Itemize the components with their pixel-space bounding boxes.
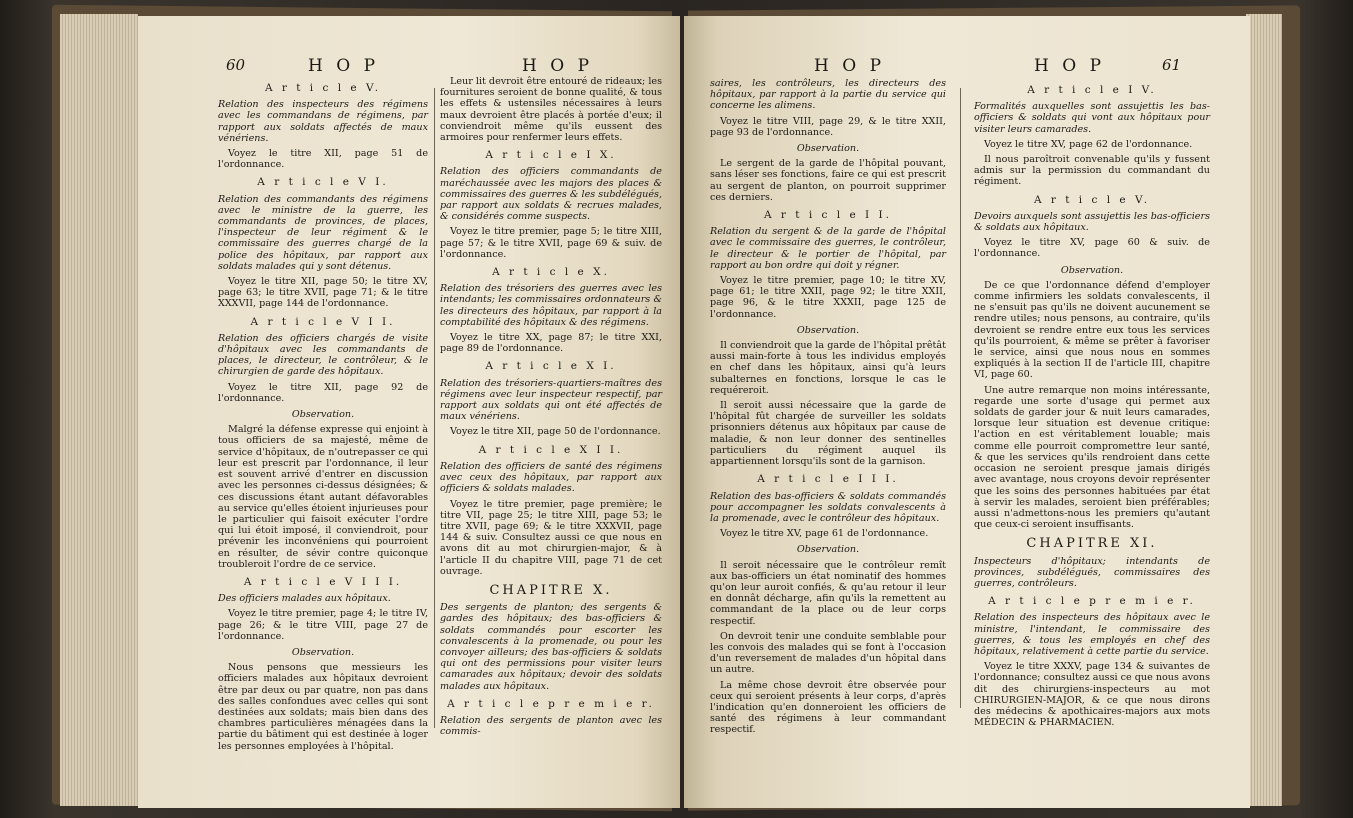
running-head: H O P — [1034, 56, 1106, 76]
running-head: H O P — [814, 56, 886, 76]
relation-text: Relation du sergent & de la garde de l'hôpital avec le commissaire des guerres, le contrôleur, le directeur & le portier de l'hôpital, par rapport au bon ordre qui doit y régner. — [710, 226, 946, 271]
article-heading: A r t i c l e V I. — [257, 176, 389, 189]
chapter-heading: CHAPITRE XI. — [1026, 536, 1158, 552]
paragraph: De ce que l'ordonnance défend d'employer comme infirmiers les soldats convalescents, il ne s'ensuit pas qu'ils ne doivent aucunement se rendre utiles; nous pensons, au contraire, qu'ils devroient se rendre entre eux tous les services qu'ils pourroient, & même se prêter à favoriser le service, ainsi que nous nous en sommes expliqués à la section II de l'article III, chapitre VI, page 60. — [974, 279, 1210, 381]
observation-heading: Observation. — [291, 409, 355, 421]
article-heading: A r t i c l e V. — [264, 82, 382, 94]
relation-text: Devoirs auxquels sont assujettis les bas-officiers & soldats aux hôpitaux. — [974, 210, 1210, 234]
paragraph: Voyez le titre XXXV, page 134 & suivantes de l'ordonnance; consultez aussi ce que nous avons dit des chirurgiens-inspecteurs au mot CHIRURGIEN-MAJOR, & ce que nous dirons des médecins & apothicaires-majors aux mots MÉDECIN & PHARMACIEN. — [974, 661, 1210, 729]
article-heading: A r t i c l e I X. — [485, 149, 617, 162]
relation-text: Relation des commandants des régimens avec le ministre de la guerre, les commandants de provinces, de places, l'inspecteur de leur régiment & le commissaire des guerres chargé de la police des hôpitaux, par rapport aux soldats malades qui y sont détenus. — [218, 193, 428, 272]
paragraph: Voyez le titre XII, page 50; le titre XV, page 63; le titre XVII, page 71; & le titre XXXVII, page 144 de l'ordonnance. — [218, 276, 428, 310]
article-heading: A r t i c l e V. — [1033, 193, 1151, 206]
paragraph: Nous pensons que messieurs les officiers malades aux hôpitaux devroient être par deux ou par quatre, non pas dans des salles confondues avec celles qui sont destinées aux soldats; mais bien dans des chambres particulières ménagées dans la partie du bâtiment qui est destinée à loger les personnes employées à l'hôpital. — [218, 662, 428, 752]
article-heading: A r t i c l e X I. — [485, 360, 617, 373]
observation-heading: Observation. — [1060, 264, 1124, 276]
page-number: 61 — [1162, 56, 1182, 74]
observation-heading: Observation. — [796, 324, 860, 336]
article-heading: A r t i c l e I V. — [1027, 84, 1157, 96]
observation-heading: Observation. — [796, 143, 860, 155]
relation-text: Formalités auxquelles sont assujettis les bas-officiers & soldats qui vont aux hôpitaux pour visiter leurs camarades. — [974, 101, 1210, 135]
relation-text: Relation des inspecteurs des régimens avec les commandans de régimens, par rapport aux soldats affectés de maux vénériens. — [218, 99, 428, 144]
text-column — [440, 76, 662, 741]
paragraph: Leur lit devroit être entouré de rideaux; les fournitures seroient de bonne qualité, & tous les effets & ustensiles nécessaires à leurs maux devroient être placés à portée d'eux; il conviendroit même qu'ils eussent des armoires pour renfermer leurs effets. — [440, 76, 662, 144]
page-number: 60 — [226, 56, 246, 74]
relation-text: saires, les contrôleurs, les directeurs des hôpitaux, par rapport à la partie du service qui concerne les alimens. — [710, 78, 946, 112]
paragraph: On devroit tenir une conduite semblable pour les convois des malades qui se font à l'occasion d'un reversement de malades d'un hôpital dans un autre. — [710, 630, 946, 676]
article-heading: A r t i c l e X I I. — [478, 443, 624, 456]
paragraph: Voyez le titre premier, page première; le titre VII, page 25; le titre XIII, page 53; le titre XVII, page 69; & le titre XXXVII, page 144 & suiv. Consultez aussi ce que nous en avons dit au mot chirurgien-major, & à l'article II du chapitre VIII, page 71 de cet ouvrage. — [440, 498, 662, 577]
relation-text: Relation des inspecteurs des hôpitaux avec le ministre, l'intendant, le commissaire des guerres, & tous les employés en chef des hôpitaux, relativement à cette partie du service. — [974, 612, 1210, 657]
article-heading: A r t i c l e I I. — [764, 209, 892, 222]
paragraph: Voyez le titre premier, page 4; le titre IV, page 26; & le titre VIII, page 27 de l'ordonnance. — [218, 608, 428, 642]
observation-heading: Observation. — [796, 544, 860, 556]
relation-text: Des officiers malades aux hôpitaux. — [218, 593, 391, 605]
paragraph: Le sergent de la garde de l'hôpital pouvant, sans léser ses fonctions, faire ce qui est prescrit au sergent de planton, on pourroit supprimer ces derniers. — [710, 158, 946, 203]
relation-text: Relation des trésoriers des guerres avec les intendants; les commissaires ordonnateurs & les directeurs des hôpitaux, par rapport à la comptabilité des hôpitaux & des régimens. — [440, 283, 662, 328]
paragraph: Voyez le titre VIII, page 29, & le titre XXII, page 93 de l'ordonnance. — [710, 115, 946, 138]
page-edges-right — [1246, 14, 1282, 806]
column-rule — [960, 88, 961, 708]
paragraph: Voyez le titre premier, page 5; le titre XIII, page 57; & le titre XVII, page 69 & suiv. de l'ordonnance. — [440, 226, 662, 260]
text-column — [218, 76, 428, 756]
article-heading: A r t i c l e V I I I. — [243, 575, 403, 588]
paragraph: Voyez le titre XII, page 92 de l'ordonnance. — [218, 381, 428, 404]
relation-text: Relation des bas-officiers & soldats commandés pour accompagner les soldats convalescents à la promenade, avec le contrôleur des hôpitaux. — [710, 490, 946, 524]
paragraph: Voyez le titre XV, page 62 de l'ordonnance. — [984, 138, 1193, 150]
relation-text: Des sergents de planton; des sergents & gardes des hôpitaux; des bas-officiers & soldats commandés pour escorter les convalescents à la promenade, ou pour les convoyer ailleurs; des bas-officiers & soldats qui ont des permissions pour visiter leurs camarades aux hôpitaux; devoir des soldats malades aux hôpitaux. — [440, 602, 662, 692]
paragraph: Voyez le titre XII, page 51 de l'ordonnance. — [218, 148, 428, 171]
relation-text: Relation des officiers de santé des régimens avec ceux des hôpitaux, par rapport aux officiers & soldats malades. — [440, 460, 662, 495]
paragraph: Il conviendroit que la garde de l'hôpital prêtât aussi main-forte à tous les individus employés en chef dans les hôpitaux, ainsi qu'à leurs subalternes en fonctions, lorsque le cas le requéreroit. — [710, 340, 946, 396]
running-head: H O P — [308, 56, 380, 76]
relation-text: Relation des officiers chargés de visite d'hôpitaux avec les commandants de places, le directeur, le contrôleur, & le chirurgien de garde des hôpitaux. — [218, 332, 428, 378]
article-heading: A r t i c l e p r e m i e r. — [447, 697, 655, 710]
paragraph: Voyez le titre premier, page 10; le titre XV, page 61; le titre XXII, page 92; le titre XXII, page 96, & le titre XXXII, page 125 de l'ordonnance. — [710, 275, 946, 320]
left-page — [138, 16, 680, 808]
paragraph: Voyez le titre XV, page 61 de l'ordonnance. — [720, 528, 929, 540]
relation-text: Relation des sergents de planton avec les commis- — [440, 714, 662, 738]
paragraph: Une autre remarque non moins intéressante, regarde une sorte d'usage qui permet aux soldats de garder jour & nuit leurs camarades, lorsque leur situation est devenue critique: l'action en est véritablement louable; mais comme elle pourroit compromettre leur santé, & que les services qu'ils rendroient dans cette occasion ne seroient presque jamais dirigés avec avantage, nous croyons devoir représenter que les soins des personnes habituées par état à servir les malades, seroient bien préférables; aussi n'admettons-nous les premiers qu'autant que ceux-ci seroient insuffisants. — [974, 384, 1210, 531]
relation-text: Relation des officiers commandants de maréchaussée avec les majors des places & commissaires des guerres & les subdélégués, par rapport aux soldats & recrues malades, & considérés comme suspects. — [440, 166, 662, 223]
paragraph: Voyez le titre XII, page 50 de l'ordonnance. — [450, 426, 661, 438]
paragraph: Malgré la défense expresse qui enjoint à tous officiers de sa majesté, même de service d'hôpitaux, de n'outrepasser ce qui leur est prescrit par l'ordonnance, il leur est souvent arrivé d'entrer en discussion avec les personnes ci-dessus désignées; & ces discussions étant autant défavorables au service qu'elles étoient injurieuses pour le particulier qui faisoit exécuter l'ordre qui lui étoit imposé, il conviendroit, pour prévenir les inconvéniens qui pourroient en résulter, de sévir contre quiconque troubleroit l'ordre de ce service. — [218, 424, 428, 570]
observation-heading: Observation. — [291, 646, 355, 658]
paragraph: La même chose devroit être observée pour ceux qui seroient présents à leur corps, d'après l'indication qu'en donneroient les officiers de santé des régimens à leur commandant respectif. — [710, 679, 946, 736]
paragraph: Voyez le titre XX, page 87; le titre XXI, page 89 de l'ordonnance. — [440, 332, 662, 355]
right-page — [684, 16, 1250, 808]
paragraph: Voyez le titre XV, page 60 & suiv. de l'ordonnance. — [974, 237, 1210, 260]
page-edges-left — [60, 14, 138, 806]
relation-text: Inspecteurs d'hôpitaux; intendants de provinces, subdélégués, commissaires des guerres, contrôleurs. — [974, 555, 1210, 589]
article-heading: A r t i c l e I I I. — [757, 473, 899, 486]
paragraph: Il seroit nécessaire que le contrôleur remît aux bas-officiers un état nominatif des hommes qu'on leur auroit confiés, & qu'au retour il leur en donnât décharge, afin qu'ils la remettent au commandant de la place ou de leur corps respectif. — [710, 559, 946, 627]
paragraph: Il seroit aussi nécessaire que la garde de l'hôpital fût chargée de surveiller les soldats prisonniers détenus aux hôpitaux par cause de maladie, & non leur donner des sentinelles particuliers du régiment auquel ils appartiennent lorsqu'ils sont de la garnison. — [710, 400, 946, 468]
article-heading: A r t i c l e X. — [492, 266, 610, 279]
chapter-heading: CHAPITRE X. — [489, 582, 613, 598]
paragraph: Il nous paroîtroit convenable qu'ils y fussent admis sur la permission du commandant du régiment. — [974, 154, 1210, 188]
column-rule — [434, 88, 435, 728]
article-heading: A r t i c l e p r e m i e r. — [988, 595, 1196, 608]
relation-text: Relation des trésoriers-quartiers-maîtres des régimens avec leur inspecteur respectif, par rapport aux soldats qui ont été affectés de maux vénériens. — [440, 377, 662, 423]
running-head: H O P — [522, 56, 594, 76]
text-column — [974, 78, 1210, 732]
article-heading: A r t i c l e V I I. — [250, 315, 396, 328]
text-column — [710, 78, 946, 740]
